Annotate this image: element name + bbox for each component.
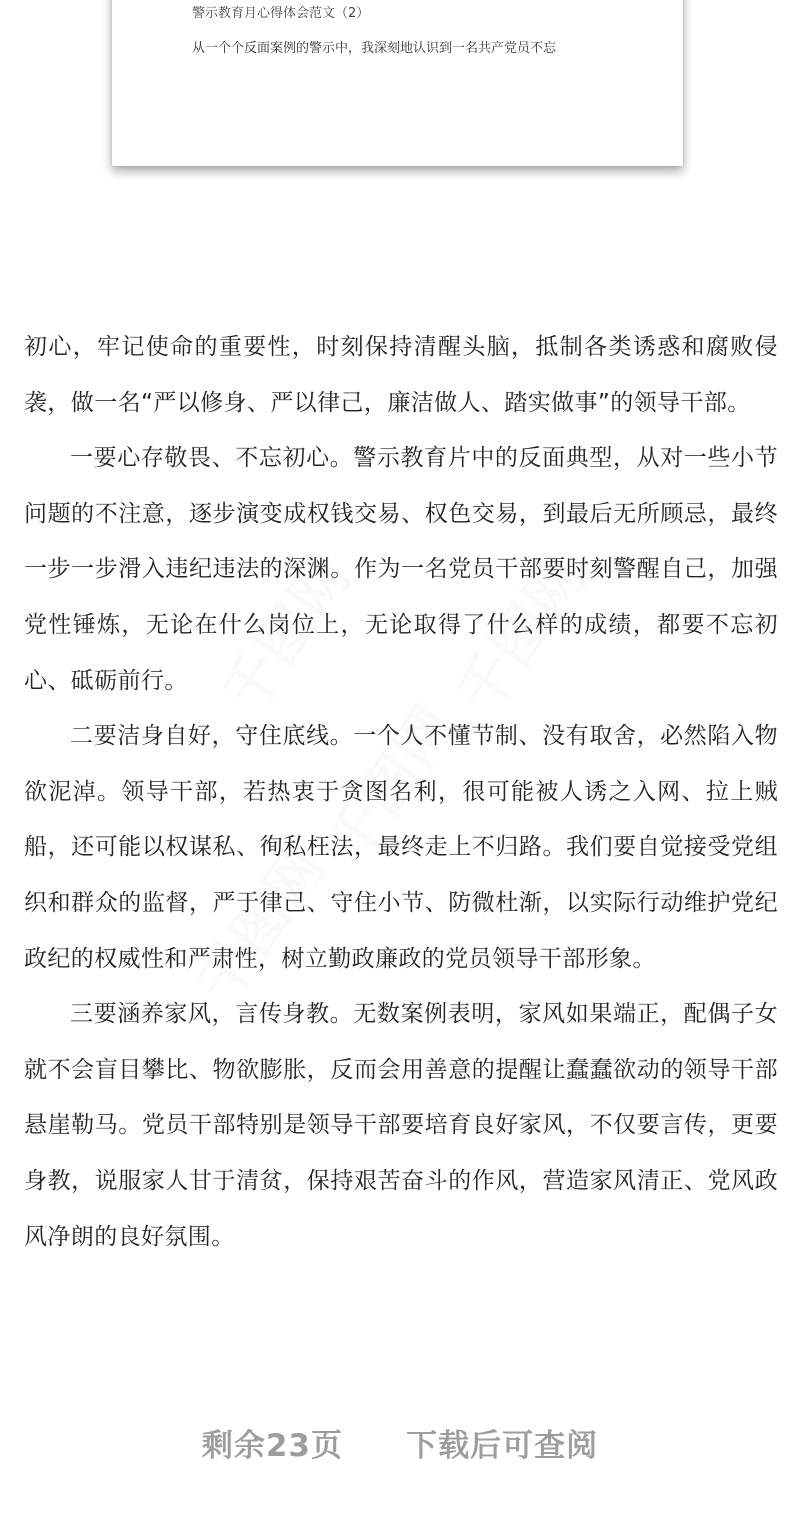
paragraph-second-point: 二要洁身自好，守住底线。一个人不懂节制、没有取舍，必然陷入物欲泥淖。领导干部，若热衷于贪图名利，很可能被人诱之入网、拉上贼船，还可能以权谋私、徇私枉法，最终走上不归路。我们要自觉接受党组织和群众的监督，严于律己、守住小节、防微杜渐，以实际行动维护党纪政纪的权威性和严肃性，树立勤政廉政的党员领导干部形象。 [24,723,778,972]
paragraph-third-point: 三要涵养家风，言传身教。无数案例表明，家风如果端正，配偶子女就不会盲目攀比、物欲膨胀，反而会用善意的提醒让蠢蠢欲动的领导干部悬崖勒马。党员干部特别是领导干部要培育良好家风，不仅要言传，更要身教，说服家人甘于清贫，保持艰苦奋斗的作风，营造家风清正、党风政风净朗的良好氛围。 [24,1001,778,1250]
preview-title: 警示教育月心得体会范文（2） [192,6,370,21]
remaining-pages-prompt[interactable] [0,1420,800,1465]
download-hint-label[interactable]: 下载后可查阅 [406,1428,599,1464]
preview-first-line: 从一个个反面案例的警示中，我深刻地认识到一名共产党员不忘 [192,41,557,56]
remaining-pages-label[interactable]: 剩余23页 [201,1428,343,1464]
watermark: 千图网 [183,834,339,1016]
preview-page-card [112,0,683,166]
article-body [24,320,778,1265]
watermark: 千图网 [313,694,469,876]
paragraph-continued: 初心，牢记使命的重要性，时刻保持清醒头脑，抵制各类诱惑和腐败侵袭，做一名“严以修身、严以律己，廉洁做人、踏实做事”的领导干部。 [24,334,778,416]
watermark: 千图网 [443,544,599,726]
watermark: 千图网 [208,544,364,726]
paragraph-first-point: 一要心存敬畏、不忘初心。警示教育片中的反面典型，从对一些小节问题的不注意，逐步演变成权钱交易、权色交易，到最后无所顾忌，最终一步一步滑入违纪违法的深渊。作为一名党员干部要时刻警醒自己，加强党性锤炼，无论在什么岗位上，无论取得了什么样的成绩，都要不忘初心、砥砺前行。 [24,445,778,694]
